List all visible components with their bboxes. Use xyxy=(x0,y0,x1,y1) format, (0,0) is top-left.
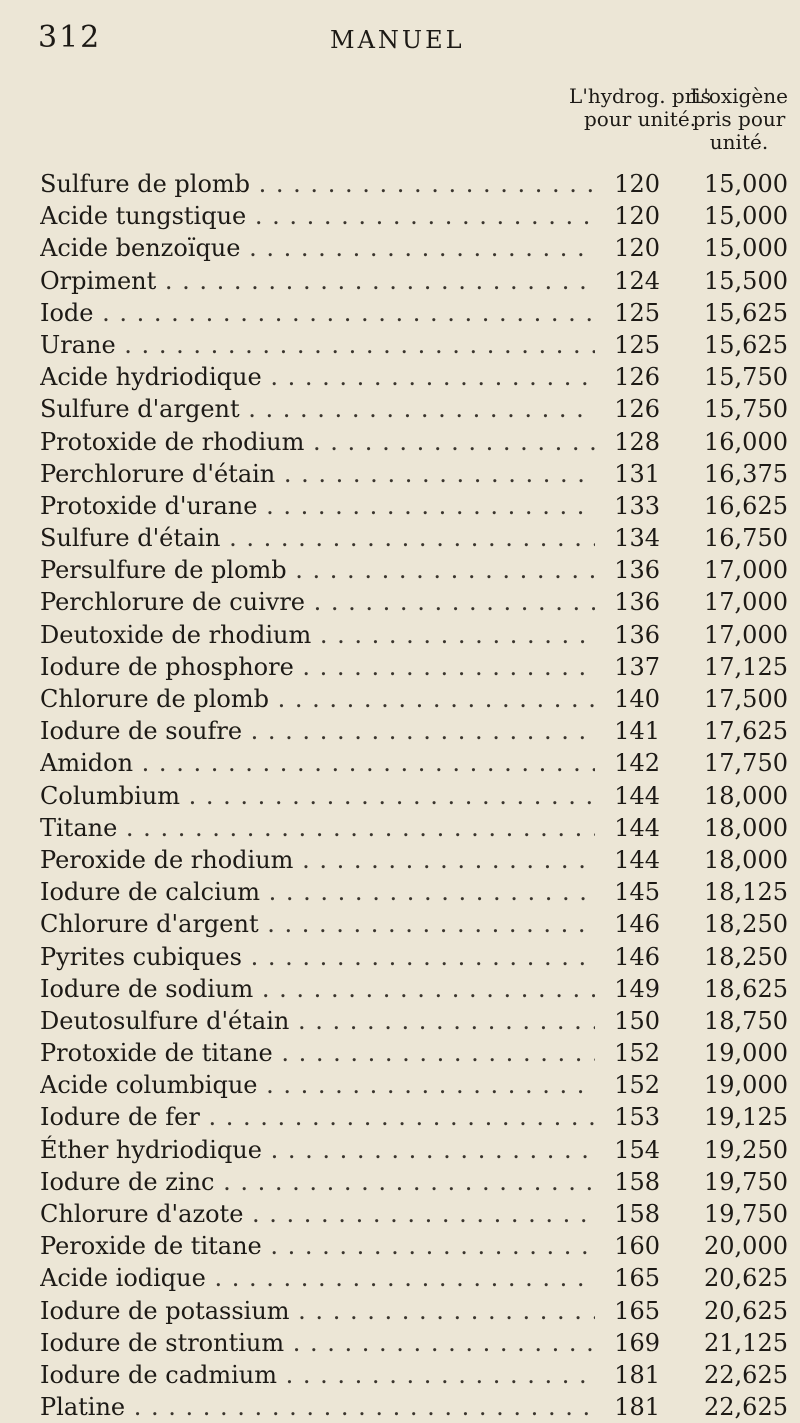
oxygen-value: 18,250 xyxy=(704,942,788,971)
table-row xyxy=(40,458,800,490)
hydrogen-value: 141 xyxy=(614,717,660,746)
oxygen-value: 21,125 xyxy=(704,1328,788,1357)
oxygen-value: 18,750 xyxy=(704,1006,788,1035)
table-row xyxy=(40,747,800,779)
table-row xyxy=(40,1134,800,1166)
oxygen-value: 15,500 xyxy=(704,266,788,295)
table-row xyxy=(40,651,800,683)
hydrogen-value: 120 xyxy=(614,170,660,198)
compound-name: Protoxide d'urane . . . xyxy=(40,490,595,522)
compound-name: Amidon . . . xyxy=(40,747,595,779)
table-row xyxy=(40,780,800,812)
oxygen-value: 18,250 xyxy=(704,910,788,939)
oxygen-value: 15,750 xyxy=(704,395,788,424)
hydrogen-value: 124 xyxy=(614,266,660,295)
compound-name: Persulfure de plomb . . . xyxy=(40,554,595,586)
oxygen-value: 18,125 xyxy=(704,878,788,907)
table-row xyxy=(40,554,800,586)
oxygen-value: 16,375 xyxy=(704,459,788,488)
oxygen-value: 22,625 xyxy=(704,1393,788,1422)
hydrogen-value: 126 xyxy=(614,395,660,424)
hydrogen-value: 169 xyxy=(614,1328,660,1357)
table-row xyxy=(40,619,800,651)
compound-name: Deutoxide de rhodium . . . xyxy=(40,619,595,651)
table-row xyxy=(40,1101,800,1133)
compound-name: Perchlorure d'étain . . . xyxy=(40,458,595,490)
hydrogen-value: 136 xyxy=(614,620,660,649)
compound-name: Iodure de fer . . . xyxy=(40,1101,595,1133)
oxygen-value: 17,125 xyxy=(704,652,788,681)
oxygen-value: 15,000 xyxy=(704,234,788,263)
hydrogen-value: 144 xyxy=(614,813,660,842)
compound-name: Chlorure de plomb . . . xyxy=(40,683,595,715)
oxygen-value: 20,000 xyxy=(704,1232,788,1261)
table-row xyxy=(40,1230,800,1262)
table-row xyxy=(40,1037,800,1069)
hydrogen-value: 154 xyxy=(614,1135,660,1164)
hydrogen-value: 145 xyxy=(614,878,660,907)
compound-name: Pyrites cubiques . . . xyxy=(40,941,595,973)
hydrogen-value: 149 xyxy=(614,974,660,1003)
oxygen-value: 19,000 xyxy=(704,1071,788,1100)
hydrogen-value: 128 xyxy=(614,427,660,456)
oxygen-value: 15,625 xyxy=(704,330,788,359)
oxygen-value: 17,500 xyxy=(704,685,788,713)
page-number: 312 xyxy=(38,20,102,55)
compound-name: Éther hydriodique . . . xyxy=(40,1134,595,1166)
compound-name: Chlorure d'argent . . . xyxy=(40,908,595,940)
hydrogen-value: 153 xyxy=(614,1103,660,1132)
column-header-oxygen: L'oxigène pris pour unité. xyxy=(690,84,788,154)
oxygen-value: 17,750 xyxy=(704,749,788,778)
hydrogen-value: 165 xyxy=(614,1264,660,1293)
oxygen-value: 16,000 xyxy=(704,427,788,456)
compound-name: Titane . . . xyxy=(40,812,595,844)
compound-name: Orpiment . . . xyxy=(40,265,595,297)
table-row xyxy=(40,941,800,973)
oxygen-value: 18,000 xyxy=(704,845,788,874)
oxygen-value: 18,000 xyxy=(704,813,788,842)
table-row xyxy=(40,683,800,715)
oxygen-value: 19,750 xyxy=(704,1167,788,1196)
table-row xyxy=(40,168,800,200)
hydrogen-value: 158 xyxy=(614,1200,660,1228)
table-row xyxy=(40,876,800,908)
compound-name: Acide tungstique . . . xyxy=(40,200,595,232)
compound-name: Deutosulfure d'étain . . . xyxy=(40,1005,595,1037)
compound-name: Iodure de cadmium . . . xyxy=(40,1359,595,1391)
table-row xyxy=(40,1359,800,1391)
compound-name: Perchlorure de cuivre . . . xyxy=(40,586,595,618)
compound-name: Sulfure d'étain . . . xyxy=(40,522,595,554)
hydrogen-value: 181 xyxy=(614,1360,660,1389)
oxygen-value: 15,750 xyxy=(704,363,788,392)
table-row xyxy=(40,908,800,940)
equivalents-table xyxy=(40,168,800,1423)
table-row xyxy=(40,1295,800,1327)
table-row xyxy=(40,844,800,876)
table-row xyxy=(40,522,800,554)
compound-name: Iodure de potassium . . . xyxy=(40,1295,595,1327)
compound-name: Iodure de calcium . . . xyxy=(40,876,595,908)
hydrogen-value: 131 xyxy=(614,459,660,488)
oxygen-value: 17,000 xyxy=(704,620,788,649)
oxygen-value: 19,000 xyxy=(704,1039,788,1068)
table-row xyxy=(40,1327,800,1359)
hydrogen-value: 158 xyxy=(614,1167,660,1196)
oxygen-value: 17,625 xyxy=(704,717,788,746)
compound-name: Platine . . . xyxy=(40,1391,595,1423)
hydrogen-value: 133 xyxy=(614,491,660,520)
compound-name: Acide hydriodique . . . xyxy=(40,361,595,393)
column-header-hydrogen: L'hydrog. pris pour unité. xyxy=(569,84,711,131)
table-row xyxy=(40,1069,800,1101)
oxygen-value: 20,625 xyxy=(704,1264,788,1293)
table-row xyxy=(40,812,800,844)
oxygen-value: 19,250 xyxy=(704,1135,788,1164)
compound-name: Protoxide de rhodium . . . xyxy=(40,426,595,458)
table-row xyxy=(40,1391,800,1423)
hydrogen-value: 152 xyxy=(614,1071,660,1100)
hydrogen-value: 134 xyxy=(614,524,660,553)
table-row xyxy=(40,973,800,1005)
compound-name: Peroxide de titane . . . xyxy=(40,1230,595,1262)
hydrogen-value: 120 xyxy=(614,234,660,263)
table-row xyxy=(40,426,800,458)
compound-name: Urane . . . xyxy=(40,329,595,361)
compound-name: Iodure de sodium . . . xyxy=(40,973,595,1005)
hydrogen-value: 146 xyxy=(614,910,660,939)
compound-name: Iodure de zinc . . . xyxy=(40,1166,595,1198)
table-row xyxy=(40,393,800,425)
hydrogen-value: 152 xyxy=(614,1039,660,1068)
oxygen-value: 20,625 xyxy=(704,1296,788,1325)
hydrogen-value: 125 xyxy=(614,330,660,359)
hydrogen-value: 150 xyxy=(614,1006,660,1035)
oxygen-value: 15,625 xyxy=(704,298,788,327)
oxygen-value: 17,000 xyxy=(704,588,788,617)
hydrogen-value: 144 xyxy=(614,845,660,874)
compound-name: Chlorure d'azote . . . xyxy=(40,1198,595,1230)
oxygen-value: 18,000 xyxy=(704,781,788,810)
hydrogen-value: 137 xyxy=(614,652,660,681)
compound-name: Iodure de strontium . . . xyxy=(40,1327,595,1359)
hydrogen-value: 160 xyxy=(614,1232,660,1261)
table-row xyxy=(40,297,800,329)
hydrogen-value: 120 xyxy=(614,202,660,231)
compound-name: Iode . . . xyxy=(40,297,595,329)
oxygen-value: 19,125 xyxy=(704,1103,788,1132)
compound-name: Iodure de phosphore . . . xyxy=(40,651,595,683)
hydrogen-value: 126 xyxy=(614,363,660,392)
hydrogen-value: 142 xyxy=(614,749,660,778)
table-row xyxy=(40,232,800,264)
oxygen-value: 15,000 xyxy=(704,202,788,231)
compound-name: Acide iodique . . . xyxy=(40,1262,595,1294)
table-row xyxy=(40,1166,800,1198)
table-row xyxy=(40,200,800,232)
hydrogen-value: 125 xyxy=(614,298,660,327)
hydrogen-value: 136 xyxy=(614,556,660,585)
table-row xyxy=(40,715,800,747)
compound-name: Acide columbique . . . xyxy=(40,1069,595,1101)
table-row xyxy=(40,1198,800,1230)
running-head: MANUEL xyxy=(330,26,465,54)
compound-name: Protoxide de titane . . . xyxy=(40,1037,595,1069)
table-row xyxy=(40,586,800,618)
table-row xyxy=(40,490,800,522)
oxygen-value: 17,000 xyxy=(704,556,788,585)
page-header xyxy=(38,20,770,65)
compound-name: Iodure de soufre . . . xyxy=(40,715,595,747)
oxygen-value: 15,000 xyxy=(704,170,788,198)
hydrogen-value: 136 xyxy=(614,588,660,617)
oxygen-value: 19,750 xyxy=(704,1200,788,1228)
oxygen-value: 18,625 xyxy=(704,974,788,1003)
compound-name: Sulfure d'argent . . . xyxy=(40,393,595,425)
table-row xyxy=(40,361,800,393)
hydrogen-value: 165 xyxy=(614,1296,660,1325)
compound-name: Acide benzoïque . . . xyxy=(40,232,595,264)
table-row xyxy=(40,1262,800,1294)
oxygen-value: 16,625 xyxy=(704,491,788,520)
table-row xyxy=(40,329,800,361)
table-row xyxy=(40,265,800,297)
hydrogen-value: 144 xyxy=(614,781,660,810)
oxygen-value: 22,625 xyxy=(704,1360,788,1389)
hydrogen-value: 146 xyxy=(614,942,660,971)
compound-name: Columbium . . . xyxy=(40,780,595,812)
hydrogen-value: 140 xyxy=(614,685,660,713)
compound-name: Peroxide de rhodium . . . xyxy=(40,844,595,876)
oxygen-value: 16,750 xyxy=(704,524,788,553)
hydrogen-value: 181 xyxy=(614,1393,660,1422)
compound-name: Sulfure de plomb . . . xyxy=(40,168,595,200)
table-row xyxy=(40,1005,800,1037)
